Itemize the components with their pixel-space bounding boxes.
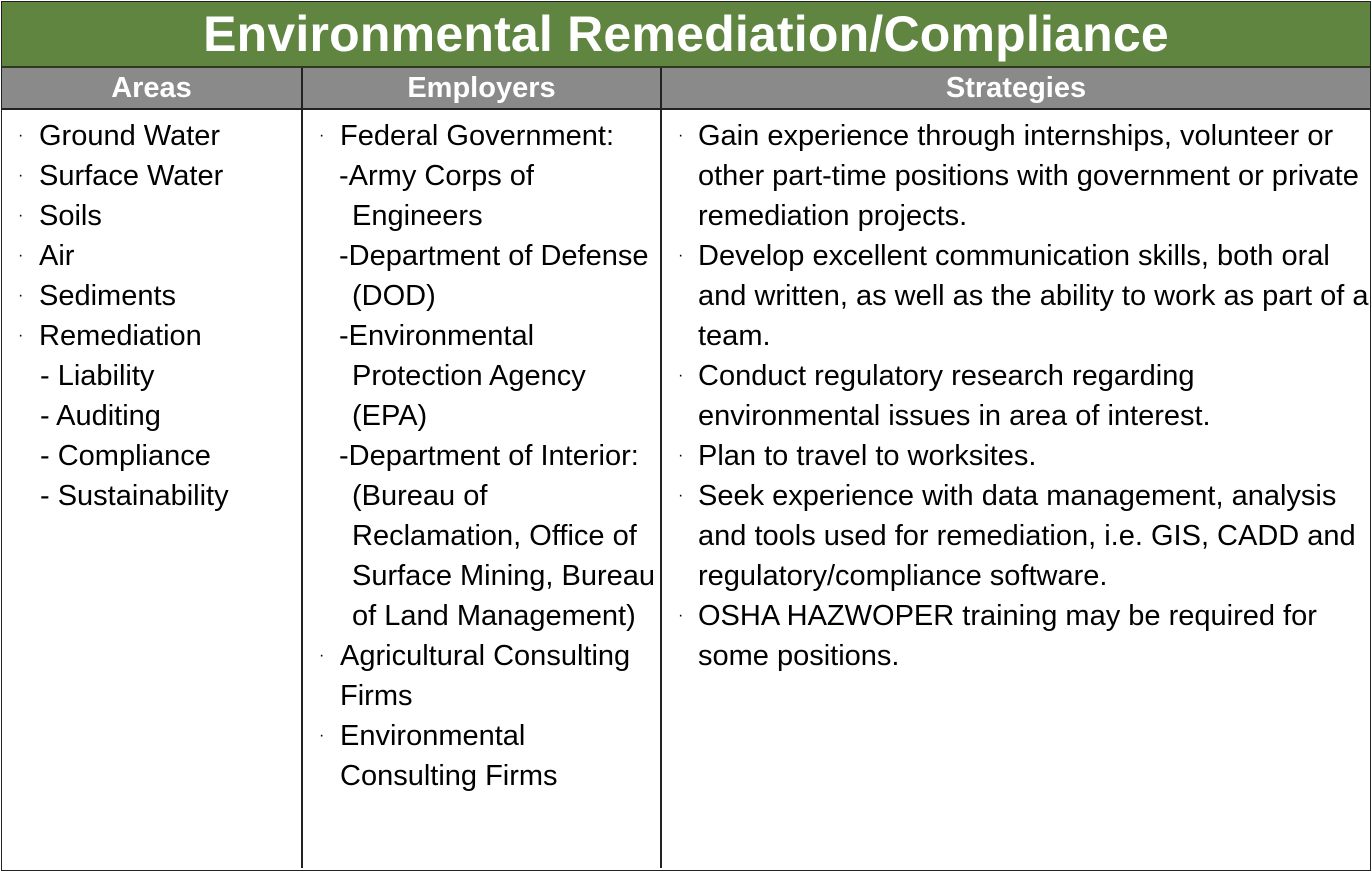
sub-list-item: -Department of Interior:	[339, 440, 639, 472]
area-label: Soils	[39, 200, 102, 232]
bullet-icon: ·	[18, 327, 24, 344]
bullet-icon: ·	[18, 127, 24, 144]
strategy-text: Seek experience with data management, analysis and tools used for remediation, i.e. GIS, CADD and regulatory/compliance software.	[698, 480, 1356, 592]
bullet-icon: ·	[18, 207, 24, 224]
list-item	[662, 356, 1370, 436]
list-item	[662, 596, 1370, 676]
bullet-icon: ·	[678, 247, 684, 264]
list-item	[2, 276, 301, 316]
area-label: Remediation	[39, 320, 202, 352]
strategy-text: Conduct regulatory research regarding environmental issues in area of interest.	[698, 360, 1211, 432]
column-header-strategies: Strategies	[945, 71, 1087, 104]
bullet-icon: ·	[678, 367, 684, 384]
list-item	[2, 156, 301, 196]
list-item	[303, 716, 660, 796]
employer-label: Environmental Consulting Firms	[340, 720, 558, 792]
list-item	[2, 116, 301, 156]
list-item	[2, 236, 301, 276]
bullet-icon: ·	[678, 487, 684, 504]
areas-list	[2, 116, 301, 516]
bullet-icon: ·	[319, 647, 325, 664]
strategies-cell	[662, 110, 1370, 868]
employer-label: Federal Government:	[340, 120, 615, 152]
sub-list-item: - Liability	[40, 360, 155, 392]
interior-note: (Bureau of Reclamation, Office of Surface Mining, Bureau of Land Management)	[352, 480, 656, 632]
area-label: Surface Water	[39, 160, 224, 192]
area-label: Ground Water	[39, 120, 221, 152]
strategy-text: Gain experience through internships, volunteer or other part-time positions with government or private remediation projects.	[698, 120, 1359, 232]
strategy-text: OSHA HAZWOPER training may be required for some positions.	[698, 600, 1317, 672]
career-table	[1, 1, 1371, 871]
employers-cell	[303, 110, 662, 868]
bullet-icon: ·	[319, 727, 325, 744]
list-item	[303, 636, 660, 716]
strategy-text: Plan to travel to worksites.	[698, 440, 1037, 472]
column-header-areas: Areas	[2, 68, 303, 108]
areas-cell	[2, 110, 303, 868]
column-header-employers: Employers	[303, 68, 662, 108]
bullet-icon: ·	[18, 167, 24, 184]
list-item	[2, 316, 301, 356]
bullet-icon: ·	[319, 127, 325, 144]
list-item	[662, 236, 1370, 356]
area-label: Air	[39, 240, 75, 272]
column-header-row	[2, 68, 1370, 110]
list-item	[662, 116, 1370, 236]
strategy-text: Develop excellent communication skills, both oral and written, as well as the ability to work as part of a team.	[698, 240, 1369, 352]
bullet-icon: ·	[678, 127, 684, 144]
employers-list	[303, 116, 660, 796]
sub-list-item: -Environmental Protection Agency (EPA)	[339, 320, 586, 432]
table-body	[2, 110, 1370, 868]
sub-list-item: -Army Corps of Engineers	[339, 160, 534, 232]
sub-list-item: -Department of Defense (DOD)	[339, 240, 649, 312]
bullet-icon: ·	[18, 247, 24, 264]
list-item	[662, 436, 1370, 476]
sub-list-item: - Sustainability	[40, 480, 229, 512]
list-item	[303, 116, 660, 156]
strategies-list	[662, 116, 1370, 676]
sub-list-item: - Auditing	[40, 400, 161, 432]
bullet-icon: ·	[18, 287, 24, 304]
area-label: Sediments	[39, 280, 177, 312]
sub-list-item: - Compliance	[40, 440, 211, 472]
list-item	[2, 196, 301, 236]
page-title: Environmental Remediation/Compliance	[203, 6, 1169, 62]
employer-label: Agricultural Consulting Firms	[340, 640, 631, 712]
bullet-icon: ·	[678, 447, 684, 464]
title-banner	[2, 2, 1370, 68]
bullet-icon: ·	[678, 607, 684, 624]
list-item	[662, 476, 1370, 596]
